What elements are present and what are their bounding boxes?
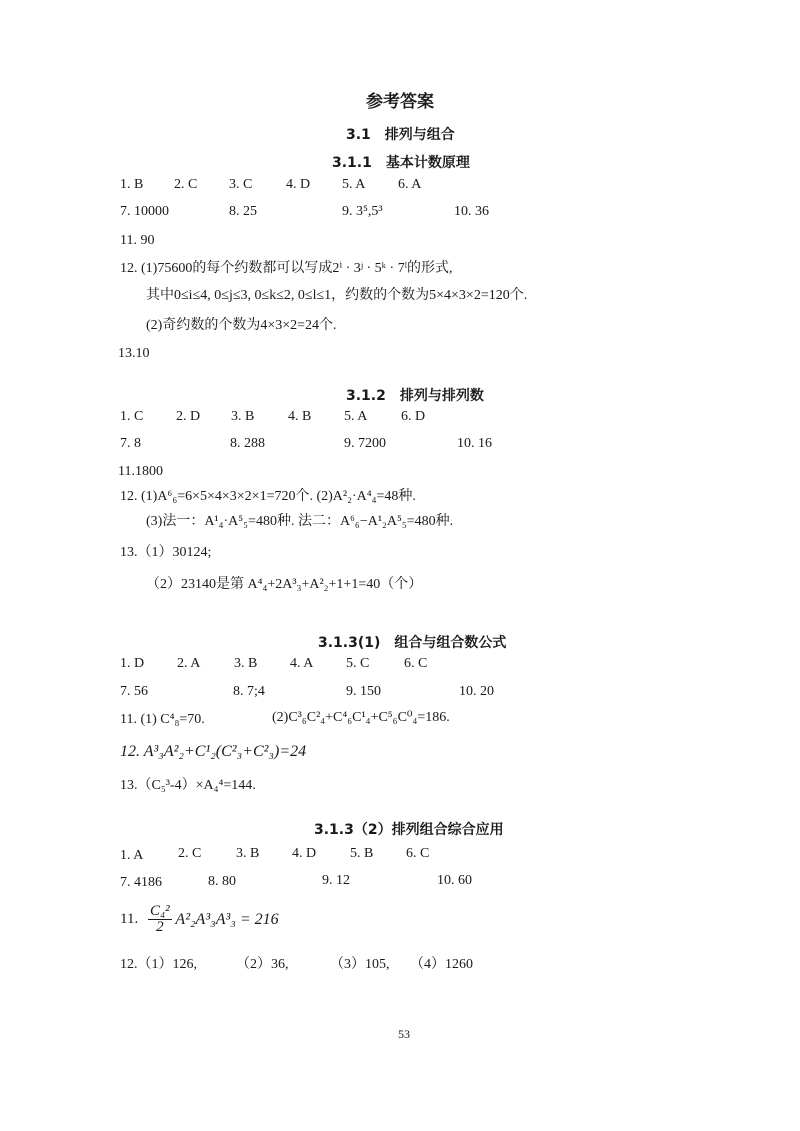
answer-item: 12.（1）126, — [120, 957, 197, 972]
answer-item: 4. D — [286, 177, 311, 192]
answer-item: 3. B — [234, 656, 258, 671]
fraction-numerator: C₄² — [149, 903, 170, 919]
section-heading-3-1-2: 3.1.2 排列与排列数 — [346, 388, 484, 404]
formula-rest: A²₂A³₃A³₃ = 216 — [175, 910, 279, 928]
answer-item: 6. D — [401, 409, 426, 424]
answer-item: 2. C — [174, 177, 198, 192]
section-heading-3-1-3-1: 3.1.3(1) 组合与组合数公式 — [318, 635, 507, 651]
answer-12-line-1: 12. (1)75600的每个约数都可以写成2ⁱ · 3ʲ · 5ᵏ · 7ˡ的形式, — [120, 261, 453, 276]
answer-item: 10. 20 — [459, 684, 494, 699]
answer-11-label: 11. — [120, 911, 139, 927]
answer-11-part-1: 11. (1) C⁴₈=70. — [120, 712, 205, 727]
answer-item: 2. A — [177, 656, 201, 671]
answer-item: 8. 25 — [229, 204, 257, 219]
section-heading-3-1-1: 3.1.1 基本计数原理 — [332, 155, 470, 171]
answer-item: 7. 8 — [120, 436, 141, 451]
answer-item: 4. B — [288, 409, 312, 424]
answer-item: 7. 56 — [120, 684, 148, 699]
answer-item: 5. A — [342, 177, 366, 192]
answer-item: 8. 288 — [230, 436, 265, 451]
answer-item: 1. C — [120, 409, 144, 424]
answer-item: 8. 7;4 — [233, 684, 265, 699]
answer-item: （2）36, — [236, 957, 289, 972]
answer-item: 1. B — [120, 177, 144, 192]
answer-13: 13.10 — [118, 346, 150, 361]
answer-item: 4. A — [290, 656, 314, 671]
fraction-denominator: 2 — [156, 919, 164, 935]
answer-item: 5. C — [346, 656, 370, 671]
answer-12-line-2: (3)法一：A¹₄·A⁵₅=480种. 法二：A⁶₆−A¹₂A⁵₅=480种. — [146, 514, 454, 529]
answer-item: 3. B — [236, 846, 260, 861]
answer-12-line-3: (2)奇约数的个数为4×3×2=24个. — [146, 318, 337, 333]
answer-item: 6. C — [406, 846, 430, 861]
answer-item: 2. C — [178, 846, 202, 861]
answer-item: 5. B — [350, 846, 374, 861]
section-heading-3-1: 3.1 排列与组合 — [346, 127, 455, 143]
answer-11-part-2: (2)C³₆C²₄+C⁴₆C¹₄+C⁵₆C⁰₄=186. — [272, 710, 450, 725]
answer-item: 10. 36 — [454, 204, 489, 219]
answer-item: （3）105, — [330, 957, 390, 972]
answer-item: （4）1260 — [410, 957, 473, 972]
answer-item: 9. 12 — [322, 873, 350, 888]
answer-item: 10. 60 — [437, 873, 472, 888]
answer-item: 10. 16 — [457, 436, 492, 451]
answer-item: 5. A — [344, 409, 368, 424]
answer-item: 9. 150 — [346, 684, 381, 699]
answer-11-formula — [120, 904, 279, 935]
answer-item: 3. B — [231, 409, 255, 424]
answer-item: 4. D — [292, 846, 317, 861]
answer-12-line-1: 12. (1)A⁶₆=6×5×4×3×2×1=720个. (2)A²₂·A⁴₄=48种. — [120, 489, 416, 504]
page-number: 53 — [398, 1027, 410, 1041]
answer-item: 6. C — [404, 656, 428, 671]
answer-12-line-2: 其中0≤i≤4, 0≤j≤3, 0≤k≤2, 0≤l≤1，约数的个数为5×4×3×2=120个. — [146, 288, 528, 303]
answer-item: 1. D — [120, 656, 145, 671]
answer-13-line-2: （2）23140是第 A⁴₄+2A³₃+A²₂+1+1=40（个） — [146, 577, 423, 592]
answer-13: 13.（C₅³-4）×A₄⁴=144. — [120, 778, 256, 793]
answer-item: 8. 80 — [208, 874, 236, 889]
answer-11: 11.1800 — [118, 464, 163, 479]
answer-item: 3. C — [229, 177, 253, 192]
answer-item: 6. A — [398, 177, 422, 192]
answer-item: 7. 10000 — [120, 204, 169, 219]
answer-11: 11. 90 — [120, 233, 155, 248]
answer-item: 2. D — [176, 409, 201, 424]
answer-item: 7. 4186 — [120, 875, 162, 890]
answer-item: 1. A — [120, 848, 144, 863]
answer-13-line-1: 13.（1）30124; — [120, 545, 212, 560]
page-title: 参考答案 — [366, 92, 434, 112]
fraction — [148, 904, 172, 935]
section-heading-3-1-3-2: 3.1.3（2）排列组合综合应用 — [314, 822, 504, 838]
answer-12-formula: 12. A³₃A²₂+C¹₂(C²₃+C²₃)=24 — [120, 743, 307, 760]
answer-item: 9. 7200 — [344, 436, 386, 451]
answer-item: 9. 3⁵,5³ — [342, 204, 383, 219]
